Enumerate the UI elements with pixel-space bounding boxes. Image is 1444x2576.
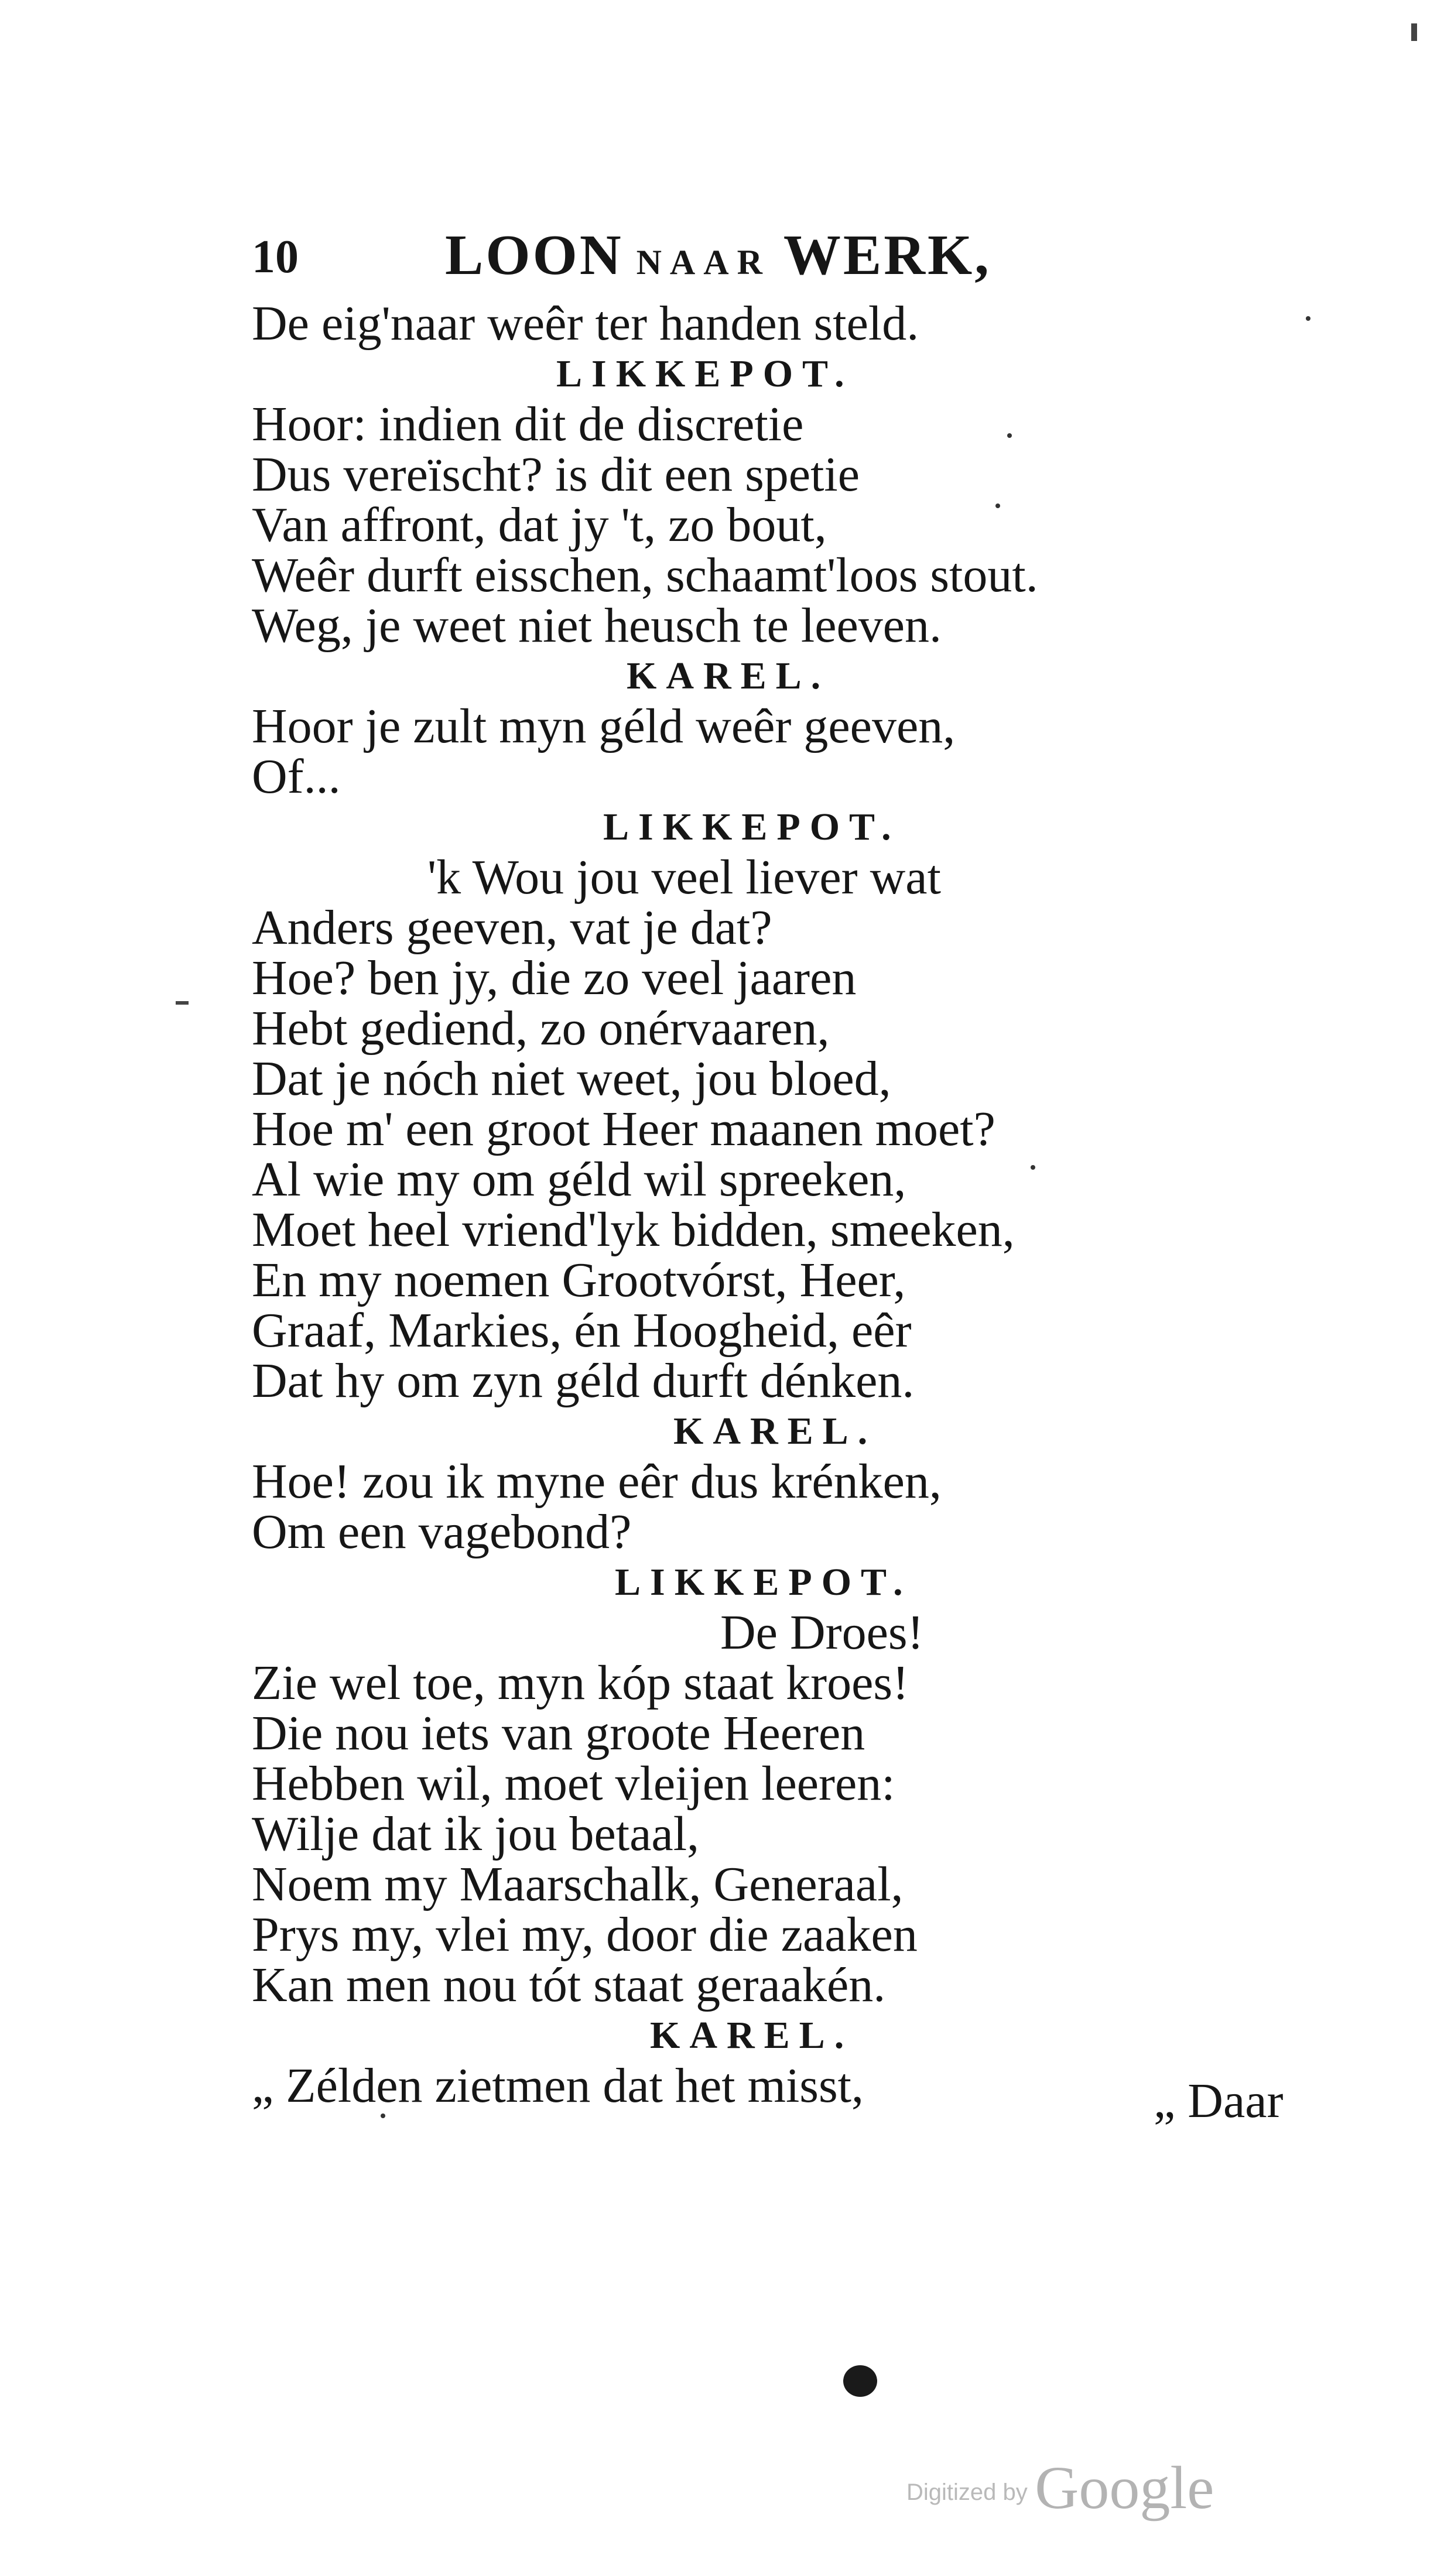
verse-line: Hoor je zult myn géld weêr geeven,: [252, 699, 956, 753]
speaker-name: LIKKEPOT.: [615, 1561, 912, 1604]
page-number: 10: [252, 231, 299, 283]
verse-line: Dat je nóch niet weet, jou bloed,: [252, 1051, 891, 1106]
verse-line: Hoor: indien dit de discretie: [252, 397, 804, 451]
verse-line: Om een vagebond?: [252, 1505, 632, 1559]
verse-line: Hoe m' een groot Heer maanen moet?: [252, 1102, 995, 1156]
speaker-name: LIKKEPOT.: [603, 806, 901, 848]
verse-line: Wilje dat ik jou betaal,: [252, 1807, 700, 1861]
verse-line: De Droes!: [720, 1605, 924, 1660]
running-head-loon: LOON: [445, 224, 624, 287]
running-head-naar: NAAR: [636, 243, 771, 282]
catchword: „ Daar: [1154, 2074, 1284, 2128]
verse-line: Prys my, vlei my, door die zaaken: [252, 1907, 918, 1962]
ink-speck: [1031, 1165, 1035, 1170]
watermark-prefix: Digitized by: [906, 2479, 1028, 2505]
ink-speck: [1007, 433, 1012, 438]
verse-line: Weg, je weet niet heusch te leeven.: [252, 598, 942, 653]
verse-line: Hebben wil, moet vleijen leeren:: [252, 1756, 895, 1811]
running-head-werk: WERK,: [783, 224, 991, 287]
speaker-name: LIKKEPOT.: [556, 352, 854, 395]
verse-line: Zie wel toe, myn kóp staat kroes!: [252, 1656, 909, 1710]
margin-mark: [1411, 23, 1417, 41]
verse-line: Dus vereïscht? is dit een spetie: [252, 447, 860, 502]
verse-text-block: [252, 296, 1212, 2113]
verse-line: Weêr durft eisschen, schaamt'loos stout.: [252, 548, 1038, 602]
ink-speck: [995, 503, 1000, 508]
verse-line: Graaf, Markies, én Hoogheid, eêr: [252, 1303, 912, 1358]
running-head: [445, 222, 991, 288]
verse-line: De eig'naar weêr ter handen steld.: [252, 296, 919, 351]
ink-blot: [843, 2365, 877, 2397]
verse-line: Hoe! zou ik myne eêr dus krénken,: [252, 1454, 942, 1509]
verse-line: Noem my Maarschalk, Generaal,: [252, 1857, 904, 1912]
verse-line: Anders geeven, vat je dat?: [252, 900, 772, 955]
verse-line: Moet heel vriend'lyk bidden, smeeken,: [252, 1203, 1015, 1257]
verse-line: Al wie my om géld wil spreeken,: [252, 1152, 906, 1207]
verse-line: Kan men nou tót staat geraakén.: [252, 1958, 886, 2012]
verse-line: Hebt gediend, zo onérvaaren,: [252, 1001, 830, 1056]
speaker-name: KAREL.: [650, 2014, 854, 2057]
verse-line: Of...: [252, 749, 341, 804]
speaker-name: KAREL.: [673, 1410, 877, 1453]
verse-line: Die nou iets van groote Heeren: [252, 1706, 865, 1760]
verse-line: Hoe? ben jy, die zo veel jaaren: [252, 951, 857, 1005]
ink-speck: [381, 2113, 385, 2118]
verse-line: Dat hy om zyn géld durft dénken.: [252, 1354, 915, 1408]
verse-line: Van affront, dat jy 't, zo bout,: [252, 498, 827, 552]
verse-line: „ Zélden zietmen dat het misst,: [252, 2058, 864, 2113]
google-logo: Google: [1035, 2454, 1214, 2522]
speaker-name: KAREL.: [627, 655, 830, 697]
digitized-by-google-watermark: [906, 2453, 1214, 2523]
verse-line: 'k Wou jou veel liever wat: [427, 850, 941, 905]
ink-speck: [1306, 316, 1310, 321]
margin-mark: [176, 1001, 189, 1005]
verse-line: En my noemen Grootvórst, Heer,: [252, 1253, 906, 1307]
